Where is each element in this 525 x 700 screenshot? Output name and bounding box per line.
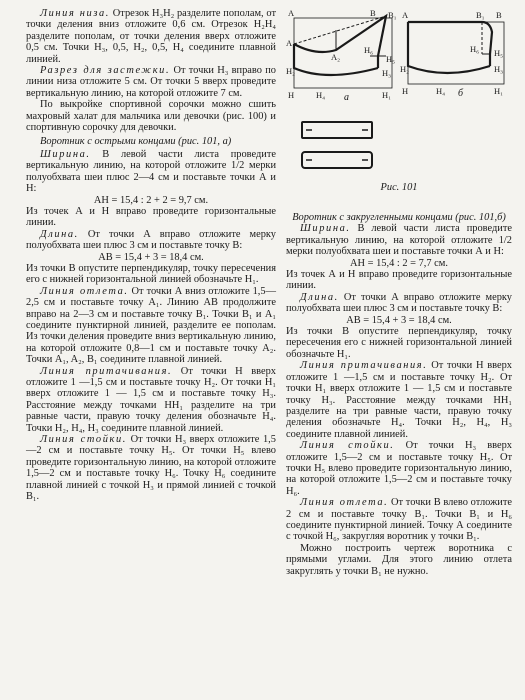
paragraph-text: От точки H₃ вверх отложите 1,5—2 см и поставьте точку H₅. От точки H₅ влево проведите горизонтальную линию, на которой отложите 1,5—2 см и поставьте точку H₆. Точку H₆ соедините плавной линией с точкой H₃ и прямой линией с точкой B₁. [26,434,276,503]
right-column [286,212,512,577]
paragraph-lead: Линия отлета. [300,497,389,509]
collar-a [294,16,392,88]
paragraph-text: Можно построить чертеж воротника с прямыми углами. Для этого линию отлета закруглять у точки B₁ не нужно. [286,542,512,577]
label-b-A: А [402,10,409,20]
paragraph-text: От точки H₃ вправо по линии низа отложите 5 см. От точки 5 вверх проведите вертикальную линию, на которой отложите 7 см. [26,65,276,99]
paragraph [286,223,512,257]
paragraph [286,360,512,440]
paragraph-lead: Ширина. [300,223,351,235]
label-a-H: Н [288,90,295,100]
paragraph-text: От точки А вправо отложите мерку полуобхвата шеи плюс 3 см и поставьте точку В: [26,228,276,252]
label-a-H6: H₆ [364,45,374,55]
label-b-H: Н [402,86,409,96]
label-b-H2: H₂ [400,64,410,74]
label-a-H1: H₁ [382,90,392,100]
label-a-A: А [288,8,295,18]
paragraph-text: В левой части листа проведите вертикальную линию, на которой отложите 1/2 мерки полуобхвата шеи и поставьте точки А и Н: [286,223,512,258]
formula: АН = 15,4 : 2 = 7,7 см. [350,257,448,269]
paragraph [286,543,512,577]
label-b-B1: B₁ [476,10,485,20]
paragraph [286,440,512,497]
paragraph [26,229,276,252]
paragraph: Из точки В опустите перпендикуляр, точку пересечения его с нижней горизонтальной линией обозначьте H₁. [26,262,276,286]
paragraph [26,65,276,99]
section-heading: Воротник с острыми концами (рис. 101, а) [40,136,232,148]
label-b-letter: б [458,88,464,99]
paragraph-lead: Разрез для застежки. [40,65,171,77]
collar-b [408,22,504,84]
label-a-H5: H₅ [386,54,396,64]
paragraph [26,286,276,366]
paragraph: Из точки В опустите перпендикуляр, точку пересечения его с нижней горизонтальной линией обозначьте H₁. [286,326,512,360]
paragraph-text: Отрезок H₃H₂ разделите пополам, от точки деления вниз отложите 0,6 см. Отрезок H₂H₄ разделите пополам, от точки деления вверх отложите 0,5 см. Точки H₃, 0,5, H₂, 0,5, H₄ соедините плавной линией. [26,8,276,65]
paragraph-lead: Линия притачивания. [300,360,428,372]
paragraph-text: От точки А вниз отложите 1,5—2,5 см и поставьте точку A₁. Линию АВ продолжите вправо на 2—3 см и поставьте точку B₁. Точки B₁ и A₁ соедините пунктирной линией, разделите ее пополам. Из точки деления проведите вниз вертикальную линию, на которой отложите 0,8—1 см и поставьте точку A₂. Точки A₁, A₂, B₁ соедините плавной линией. [26,285,276,366]
paragraph-lead: Линия низа. [40,8,110,19]
label-a-A2: A₂ [331,52,341,62]
label-b-B: В [496,10,502,20]
paragraph-lead: Линия притачивания. [40,365,173,377]
paragraph: Из точек А и Н вправо проведите горизонтальные линии. [26,205,276,229]
paragraph: Из точек А и Н вправо проведите горизонтальные линии. [286,269,512,292]
paragraph-text: От точки В влево отложите 2 см и поставьте точку B₁. Точки B₁ и H₆ соедините пунктирной линией. Точку А соедините с точкой H₆, закругляя воротник у точки B₁. [286,497,513,543]
label-a-H3: H₃ [382,68,392,78]
label-a-H2: H₂ [286,66,296,76]
paragraph [286,497,512,543]
paragraph-lead: Линия стойки. [300,440,395,452]
formula: АВ = 15,4 + 3 = 18,4 см. [346,314,452,326]
paragraph-lead: Длина. [40,228,79,240]
formula: АВ = 15,4 + 3 = 18,4 см. [98,251,204,263]
label-a-letter: а [344,92,349,103]
paragraph-text: От точки Н вверх отложите 1 —1,5 см и поставьте точку H₂. От точки H₁ вверх отложите 1 — 1,5 см и поставьте точку H₃. Расстояние между точками НH₁ разделите на три равные части, правую точку деления обозначьте H₄. Точки H₂, H₄, H₃ соедините плавной линией. [26,365,277,434]
paragraph [26,434,276,502]
paragraph [26,149,276,195]
label-b-H3: H₃ [494,64,504,74]
label-a-H4: H₄ [316,90,326,100]
paragraph-text: По выкройке спортивной сорочки можно сшить махровый халат для мальчика или девочки (рис. 100) и спортивную сорочку для девочки. [26,99,276,134]
label-b-H4: H₄ [436,86,446,96]
paragraph-text: В левой части листа проведите вертикальную линию, на которой отложите 1/2 мерки полуобхвата шеи плюс 2—4 см и поставьте точки А и Н: [26,148,276,195]
left-column [26,8,276,502]
label-b-H6: H₆ [470,44,480,54]
figure-caption: Рис. 101 [380,182,418,193]
paragraph [26,8,276,65]
formula: АН = 15,4 : 2 + 2 = 9,7 см. [93,194,209,206]
label-b-H5: H₅ [494,48,504,58]
paragraph-text: От точки А вправо отложите мерку полуобхвата шеи плюс 3 см и поставьте точку В: [286,291,512,315]
paragraph-lead: Линия отлета. [40,285,129,297]
label-a-B: В [370,8,376,18]
paragraph-lead: Длина. [300,291,339,303]
paragraph-text: От точки H₃ вверх отложите 1,5—2 см и поставьте точку H₅. От точки H₅ влево проведите горизонтальную линию, на которой отложите 1,5—2 см и поставьте точку H₆. [286,440,512,497]
paragraph [26,99,276,133]
label-a-B1: B₁ [388,10,397,20]
paragraph-text: От точки Н вверх отложите 1 —1,5 см и поставьте точку H₂. От точки H₁ вверх отложите 1 — 1,5 см и поставьте точку H₃. Расстояние между точками НH₁ разделите на три равные части, правую точку деления обозначьте H₄. Точки H₂, H₄, H₃ соедините плавной линией. [286,360,513,440]
paragraph [26,366,276,434]
section-heading: Воротник с закругленными концами (рис. 101,б) [292,212,506,223]
paragraph-lead: Ширина. [40,148,91,160]
paragraph [286,292,512,315]
paragraph-lead: Линия стойки. [40,434,127,446]
label-b-H1: H₁ [494,86,504,96]
figure-101 [286,6,512,176]
label-a-A1: A₁ [286,38,296,48]
collar-drawings [286,6,512,176]
collar-outlines [302,122,372,168]
